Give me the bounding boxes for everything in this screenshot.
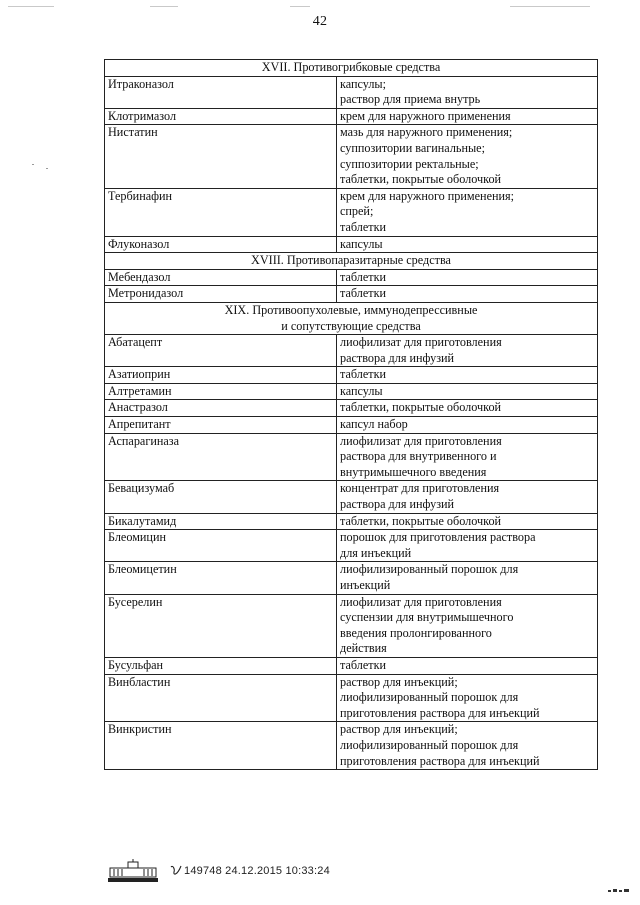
dosage-form-line: суспензии для внутримышечного (340, 610, 514, 625)
dosage-form-line: для инъекций (340, 545, 412, 560)
scan-mark (290, 6, 310, 7)
dosage-form-line: таблетки, покрытые оболочкой (340, 513, 502, 528)
medicine-table-body (105, 60, 598, 770)
document-code: 149748 24.12.2015 10:33:24 (184, 865, 330, 877)
dosage-forms (337, 367, 598, 384)
table-row (105, 383, 598, 400)
dosage-form-line: лиофилизат для приготовления (340, 433, 502, 448)
table-row (105, 433, 598, 481)
dosage-forms (337, 674, 598, 722)
table-row (105, 674, 598, 722)
section-title (105, 60, 598, 77)
table-row (105, 335, 598, 367)
dosage-form-line: раствора для инфузий (340, 497, 455, 512)
section-header-row (105, 302, 598, 334)
dosage-form-line: крем для наружного применения; (340, 188, 515, 203)
dosage-form-line: лиофилизированный порошок для (340, 690, 519, 705)
dosage-form-line: порошок для приготовления раствора (340, 530, 536, 545)
section-title-line: XIX. Противоопухолевые, иммунодепрессивные (224, 302, 478, 317)
drug-name: Винбластин (105, 674, 337, 722)
drug-name: Метронидазол (105, 286, 337, 303)
dosage-form-line: приготовления раствора для инъекций (340, 705, 540, 720)
section-title-line: и сопутствующие средства (281, 318, 421, 333)
dosage-form-line: спрей; (340, 204, 374, 219)
dosage-form-line: действия (340, 641, 387, 656)
drug-name: Бевацизумаб (105, 481, 337, 513)
scan-dot (32, 164, 34, 165)
drug-name: Апрепитант (105, 417, 337, 434)
dosage-form-line: капсулы (340, 383, 383, 398)
dosage-form-line: таблетки (340, 367, 387, 382)
drug-name: Анастразол (105, 400, 337, 417)
dosage-form-line: лиофилизат для приготовления (340, 335, 502, 350)
drug-name: Азатиоприн (105, 367, 337, 384)
dosage-form-line: раствор для приема внутрь (340, 92, 481, 107)
dosage-forms (337, 125, 598, 188)
page-number: 42 (312, 14, 328, 29)
table-row (105, 269, 598, 286)
table-row (105, 400, 598, 417)
dosage-form-line: таблетки (340, 286, 387, 301)
dosage-forms (337, 722, 598, 770)
dosage-form-line: концентрат для приготовления (340, 481, 500, 496)
drug-name: Флуконазол (105, 236, 337, 253)
drug-name: Итраконазол (105, 76, 337, 108)
drug-name: Мебендазол (105, 269, 337, 286)
table-row (105, 530, 598, 562)
dosage-forms (337, 188, 598, 236)
drug-name: Блеомицетин (105, 562, 337, 594)
section-header-row (105, 253, 598, 270)
scan-corner-mark (608, 888, 630, 894)
drug-name: Блеомицин (105, 530, 337, 562)
dosage-forms (337, 433, 598, 481)
drug-name: Абатацепт (105, 335, 337, 367)
dosage-form-line: лиофилизат для приготовления (340, 594, 502, 609)
table-row (105, 481, 598, 513)
dosage-forms (337, 383, 598, 400)
drug-name: Аспарагиназа (105, 433, 337, 481)
section-header-row (105, 60, 598, 77)
dosage-form-line: приготовления раствора для инъекций (340, 753, 540, 768)
dosage-form-line: таблетки (340, 657, 387, 672)
drug-name: Тербинафин (105, 188, 337, 236)
drug-name: Клотримазол (105, 108, 337, 125)
dosage-form-line: суппозитории вагинальные; (340, 140, 485, 155)
dosage-forms (337, 108, 598, 125)
table-row (105, 722, 598, 770)
dosage-forms (337, 562, 598, 594)
dosage-form-line: крем для наружного применения (340, 108, 511, 123)
dosage-form-line: капсулы; (340, 76, 386, 91)
table-row (105, 188, 598, 236)
dosage-forms (337, 236, 598, 253)
scan-mark (510, 6, 590, 7)
drug-name: Бикалутамид (105, 513, 337, 530)
drug-name: Бусульфан (105, 657, 337, 674)
table-row (105, 417, 598, 434)
footer (104, 858, 330, 884)
dosage-form-line: раствор для инъекций; (340, 722, 458, 737)
government-seal-icon (104, 859, 162, 883)
dosage-forms (337, 400, 598, 417)
dosage-forms (337, 657, 598, 674)
dosage-form-line: таблетки (340, 269, 387, 284)
dosage-form-line: капсулы (340, 236, 383, 251)
drug-name: Нистатин (105, 125, 337, 188)
dosage-form-line: таблетки, покрытые оболочкой (340, 172, 502, 187)
table-row (105, 513, 598, 530)
section-title-line: XVII. Противогрибковые средства (261, 60, 441, 74)
table-row (105, 657, 598, 674)
scan-mark (8, 6, 54, 7)
dosage-forms (337, 335, 598, 367)
table-row (105, 108, 598, 125)
section-title (105, 253, 598, 270)
dosage-form-line: введения пролонгированного (340, 625, 492, 640)
dosage-forms (337, 530, 598, 562)
table-row (105, 125, 598, 188)
signature-mark-icon (170, 864, 182, 878)
dosage-forms (337, 269, 598, 286)
scan-mark (150, 6, 178, 7)
drug-name: Бусерелин (105, 594, 337, 657)
table-row (105, 594, 598, 657)
dosage-form-line: инъекций (340, 578, 391, 592)
dosage-forms (337, 417, 598, 434)
table-row (105, 562, 598, 594)
table-row (105, 76, 598, 108)
dosage-form-line: мазь для наружного применения; (340, 125, 513, 140)
drug-name: Алтретамин (105, 383, 337, 400)
drug-name: Винкристин (105, 722, 337, 770)
dosage-form-line: капсул набор (340, 417, 408, 432)
dosage-forms (337, 481, 598, 513)
dosage-forms (337, 76, 598, 108)
dosage-form-line: раствора для инфузий (340, 350, 455, 365)
dosage-form-line: раствора для внутривенного и (340, 449, 497, 464)
dosage-forms (337, 594, 598, 657)
section-title (105, 302, 598, 334)
table-row (105, 367, 598, 384)
table-row (105, 236, 598, 253)
dosage-form-line: таблетки, покрытые оболочкой (340, 400, 502, 415)
medicine-table (104, 59, 598, 770)
dosage-form-line: внутримышечного введения (340, 464, 487, 479)
scan-dot (46, 168, 48, 169)
table-row (105, 286, 598, 303)
dosage-form-line: суппозитории ректальные; (340, 156, 479, 171)
dosage-forms (337, 286, 598, 303)
section-title-line: XVIII. Противопаразитарные средства (251, 253, 451, 268)
dosage-form-line: раствор для инъекций; (340, 674, 458, 689)
dosage-form-line: таблетки (340, 219, 387, 234)
dosage-form-line: лиофилизированный порошок для (340, 562, 519, 577)
dosage-forms (337, 513, 598, 530)
dosage-form-line: лиофилизированный порошок для (340, 737, 519, 752)
